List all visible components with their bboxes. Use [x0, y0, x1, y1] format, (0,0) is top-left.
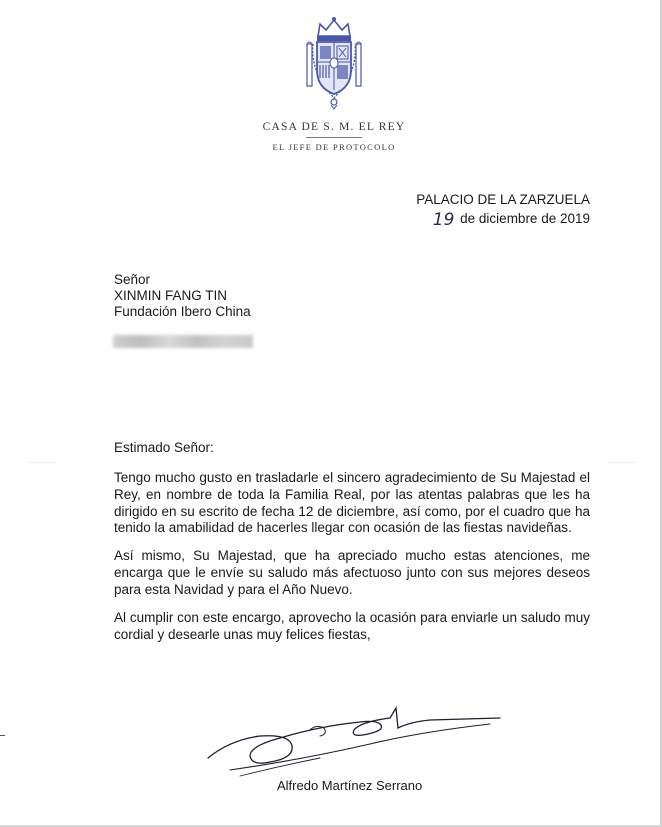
body-paragraph: Así mismo, Su Majestad, que ha apreciado mucho estas atenciones, me encarga que le envíe su saludo más afectuoso junto con sus mejores deseos para esta Navidad y para el Año Nuevo. — [114, 548, 590, 597]
recipient-name: XINMIN FANG TIN — [114, 288, 228, 303]
body-paragraph: Tengo mucho gusto en trasladarle el sincero agradecimiento de Su Majestad el Rey, en nombre de toda la Familia Real, por las atentas palabras que les ha dirigido en su escrito de fecha 12 de diciembre, así como, por el cuadro que ha tenido la amabilidad de hacerles llegar con ocasión de las fiestas navideñas. — [114, 470, 590, 536]
dateline-place: PALACIO DE LA ZARZUELA — [416, 192, 590, 207]
scan-artifact — [608, 462, 636, 463]
dateline-date — [433, 208, 590, 228]
salutation: Estimado Señor: — [114, 440, 214, 455]
signer-name: Alfredo Martínez Serrano — [277, 778, 423, 793]
royal-crest-icon — [304, 14, 364, 110]
scan-artifact — [28, 462, 56, 463]
dateline-month-year: de diciembre de 2019 — [460, 211, 590, 226]
letterhead-office: EL JEFE DE PROTOCOLO — [272, 142, 396, 152]
letterhead-house: CASA DE S. M. EL REY — [262, 121, 406, 133]
redacted-address — [113, 335, 253, 348]
recipient-organization: Fundación Ibero China — [114, 304, 251, 319]
recipient-title: Señor — [114, 272, 151, 287]
letterhead-divider — [306, 137, 362, 138]
scan-artifact — [0, 735, 5, 736]
body-paragraph: Al cumplir con este encargo, aprovecho la ocasión para enviarle un saludo muy cordial y desearle unas muy felices fiestas, — [114, 610, 590, 642]
handwritten-day: 19 — [432, 210, 455, 230]
handwritten-signature — [200, 700, 520, 780]
